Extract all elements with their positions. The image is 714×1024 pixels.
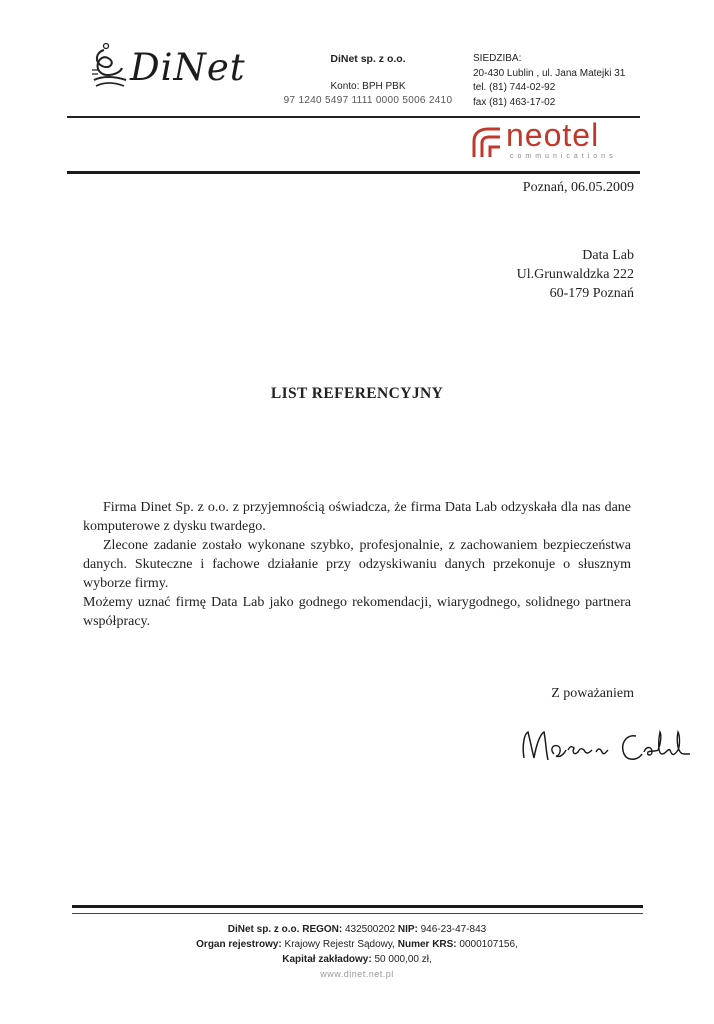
footer-line-2	[0, 937, 714, 952]
footer-capital-label: Kapitał zakładowy:	[282, 954, 372, 965]
handwritten-signature	[512, 716, 692, 776]
hq-address: 20-430 Lublin , ul. Jana Matejki 31	[473, 67, 626, 79]
paragraph-2: Zlecone zadanie zostało wykonane szybko, profesjonalnie, z zachowaniem bezpieczeństwa danych. Skuteczne i fachowe działanie przy odzyskiwaniu danych przekonuje o słusznym wyborze firmy.	[83, 538, 631, 591]
paragraph-1: Firma Dinet Sp. z o.o. z przyjemnością oświadcza, że firma Data Lab odzyskała dla nas dane komputerowe z dysku twardego.	[83, 500, 631, 534]
closing-phrase: Z poważaniem	[551, 686, 634, 701]
recipient-street: Ul.Grunwaldzka 222	[516, 267, 634, 282]
neotel-logo	[470, 117, 640, 167]
logo-wordmark: DiNet	[130, 46, 246, 89]
footer-company: DiNet sp. z o.o.	[227, 924, 300, 935]
footer-nip-label: NIP:	[397, 924, 418, 935]
hq-fax: fax (81) 463-17-02	[473, 96, 556, 108]
footer-krs-label: Numer KRS:	[397, 939, 457, 950]
recipient-city: 60-179 Poznań	[549, 286, 634, 301]
footer-organ: Krajowy Rejestr Sądowy,	[284, 939, 395, 950]
headquarters-info	[473, 52, 673, 110]
header-thick-divider	[67, 171, 640, 174]
footer-regon: 432500202	[345, 924, 396, 935]
footer-info	[0, 922, 714, 982]
footer-thick-divider	[72, 905, 643, 908]
footer-krs: 0000107156,	[459, 939, 518, 950]
letter-body	[83, 498, 631, 631]
recipient-address	[517, 246, 634, 303]
footer-line-1	[0, 922, 714, 937]
bank-name: Konto: BPH PBK	[330, 81, 406, 92]
neotel-tagline: communications	[510, 153, 617, 160]
footer-capital: 50 000,00 zł,	[374, 954, 432, 965]
paragraph-3: Możemy uznać firmę Data Lab jako godnego rekomendacji, wiarygodnego, solidnego partnera współpracy.	[83, 595, 631, 629]
footer-organ-label: Organ rejestrowy:	[196, 939, 282, 950]
dinet-emblem-icon	[86, 40, 132, 100]
company-name: DiNet sp. z o.o.	[330, 53, 406, 65]
neotel-emblem-icon	[470, 125, 506, 159]
company-info	[270, 52, 466, 108]
account-number: 97 1240 5497 1111 0000 5006 2410	[283, 95, 453, 106]
footer-nip: 946-23-47-843	[420, 924, 487, 935]
recipient-name: Data Lab	[582, 248, 634, 263]
footer-website: www.dinet.net.pl	[320, 969, 394, 979]
document-title: LIST REFERENCYJNY	[270, 385, 444, 402]
footer-regon-label: REGON:	[302, 924, 343, 935]
neotel-wordmark: neotel	[506, 117, 600, 153]
hq-label: SIEDZIBA:	[473, 53, 522, 64]
footer-thin-divider	[72, 913, 643, 914]
hq-tel: tel. (81) 744-02-92	[473, 82, 556, 93]
dinet-logo	[86, 40, 276, 104]
footer-line-3	[0, 952, 714, 967]
letter-date: Poznań, 06.05.2009	[522, 180, 634, 195]
